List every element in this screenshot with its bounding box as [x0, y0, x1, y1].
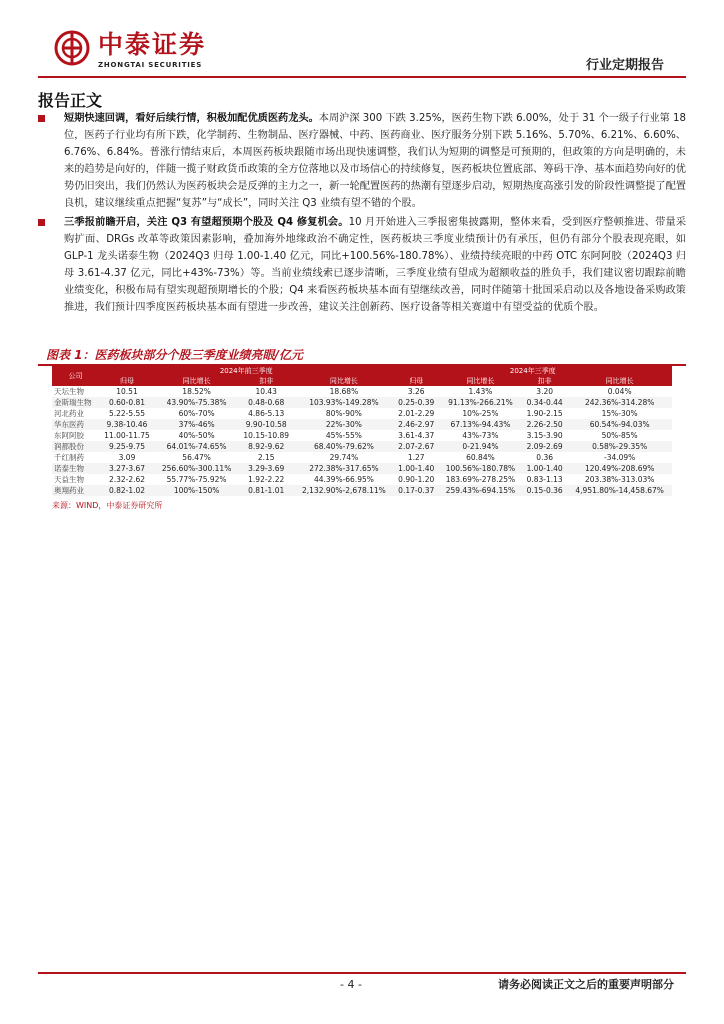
- figure-source: 来源：WIND，中泰证券研究所: [52, 501, 163, 510]
- company-name-cell: 河北药业: [52, 408, 99, 419]
- table-cell: 0.90-1.20: [394, 474, 439, 485]
- table-cell: 80%-90%: [294, 408, 393, 419]
- bullet-body: 本周沪深 300 下跌 3.25%，医药生物下跌 6.00%，处于 31 个一级子行业第 18 位，医药子行业均有所下跌，化学制药、生物制品、医疗器械、中药、医药商业、医疗服务分别下跌 5.16%、5.70%、6.21%、6.60%、6.76%、6.84%。普涨行情结束后，本周医药板块跟随市场出现快速调整，我们认为短期的调整是可预期的，但政策的方向是明确的，未来的趋势是向好的，伴随一揽子财政货币政策的全方位落地以及市场信心的持续修复，医药板块位置底部、筹码干净、基本面趋势向好的优势仍旧突出，我们仍然认为医药板块会是反弹的主力之一，新一轮配置医药的热潮有望逐步启动，短期热度高涨引发的阶段性调整提了配置良机，建议继续重点把握“复苏”与“成长”，同时关注 Q3 业绩有望不错的个股。: [64, 113, 687, 209]
- bullet-paragraph: [64, 214, 686, 316]
- table-cell: 5.22-5.55: [99, 408, 155, 419]
- table-cell: 1.92-2.22: [238, 474, 294, 485]
- table-cell: 29.74%: [294, 452, 393, 463]
- table-cell: 3.15-3.90: [522, 430, 567, 441]
- table-cell: 3.09: [99, 452, 155, 463]
- table-cell: 10.43: [238, 386, 294, 397]
- table-cell: 0.36: [522, 452, 567, 463]
- bullet-paragraph: [64, 110, 686, 212]
- table-cell: 37%-46%: [155, 419, 238, 430]
- table-cell: 120.49%-208.69%: [567, 463, 672, 474]
- bullet-body: 10 月开始进入三季报密集披露期，整体来看，受到医疗整顿推进、带量采购扩面、DRGs 改革等政策因素影响，叠加海外地缘政治不确定性，医药板块三季度业绩预计仍有承压，但仍有部分个股表现亮眼，如 GLP-1 龙头诺泰生物（2024Q3 归母 1.00-1.40 亿元，同比+100.56%-180.78%）、业绩持续亮眼的中药 OTC 东阿阿胶（2024Q3 归母 3.61-4.37 亿元，同比+43%-73%）等。当前业绩线索已逐步清晰，三季度业绩有望成为超额收益的胜负手，我们建议密切跟踪前瞻业绩变化，积极布局有望实现超预期增长的个股；Q4 来看医药板块基本面有望继续改善，同时伴随第十批国采启动以及各地设备采购政策推进，我们预计四季度医药板块基本面有望进一步改善，建议关注创新药、医疗设备等相关赛道中有望受益的优质个股。: [64, 217, 687, 313]
- table-cell: 0.83-1.13: [522, 474, 567, 485]
- table-cell: 10.51: [99, 386, 155, 397]
- table-cell: 0.17-0.37: [394, 485, 439, 496]
- table-sub-header: 扣非: [522, 376, 567, 386]
- table-cell: 0.25-0.39: [394, 397, 439, 408]
- table-cell: 67.13%-94.43%: [439, 419, 522, 430]
- table-cell: 0.48-0.68: [238, 397, 294, 408]
- table-cell: 18.68%: [294, 386, 393, 397]
- table-cell: 11.00-11.75: [99, 430, 155, 441]
- table-cell: 3.29-3.69: [238, 463, 294, 474]
- table-body: [52, 386, 672, 496]
- company-name-cell: 华东医药: [52, 419, 99, 430]
- table-cell: 60.54%-94.03%: [567, 419, 672, 430]
- table-cell: 3.26: [394, 386, 439, 397]
- table-cell: 55.77%-75.92%: [155, 474, 238, 485]
- company-name-cell: 金斯瑞生物: [52, 397, 99, 408]
- bullet-item: [38, 214, 686, 316]
- table-cell: 10%-25%: [439, 408, 522, 419]
- table-cell: 9.38-10.46: [99, 419, 155, 430]
- table-cell: 2.01-2.29: [394, 408, 439, 419]
- company-name-cell: 奥翔药业: [52, 485, 99, 496]
- table-cell: 45%-55%: [294, 430, 393, 441]
- table-cell: 40%-50%: [155, 430, 238, 441]
- table-cell: 1.43%: [439, 386, 522, 397]
- brand-logo: [54, 30, 254, 74]
- company-name-cell: 诺泰生物: [52, 463, 99, 474]
- earnings-table: [52, 366, 672, 496]
- table-row: [52, 397, 672, 408]
- table-cell: 64.01%-74.65%: [155, 441, 238, 452]
- footer-disclaimer: 请务必阅读正文之后的重要声明部分: [498, 978, 674, 991]
- table-row: [52, 485, 672, 496]
- zhongtai-logo-icon: [54, 30, 90, 66]
- section-title: 报告正文: [38, 91, 103, 110]
- figure-title-text: 图表 1：医药板块部分个股三季度业绩亮眼/亿元: [46, 348, 303, 362]
- table-cell: 2.15: [238, 452, 294, 463]
- table-cell: 68.40%-79.62%: [294, 441, 393, 452]
- table-cell: 0.81-1.01: [238, 485, 294, 496]
- table-cell: 203.38%-313.03%: [567, 474, 672, 485]
- bullet-list: [38, 110, 686, 318]
- company-name-cell: 润都股份: [52, 441, 99, 452]
- report-type-label: 行业定期报告: [585, 58, 664, 73]
- table-cell: 10.15-10.89: [238, 430, 294, 441]
- square-bullet-icon: [38, 115, 45, 122]
- table-sub-header-row: [52, 376, 672, 386]
- table-cell: 43.90%-75.38%: [155, 397, 238, 408]
- table-cell: 100.56%-180.78%: [439, 463, 522, 474]
- table-row: [52, 452, 672, 463]
- table-cell: 1.90-2.15: [522, 408, 567, 419]
- table-cell: 2.32-2.62: [99, 474, 155, 485]
- table-sub-header: 扣非: [238, 376, 294, 386]
- figure-title: [38, 344, 686, 366]
- table-cell: 272.38%-317.65%: [294, 463, 393, 474]
- logo-text-en: ZHONGTAI SECURITIES: [98, 61, 203, 69]
- page-header: [0, 0, 724, 90]
- table-cell: 44.39%-66.95%: [294, 474, 393, 485]
- table-sub-header: 同比增长: [567, 376, 672, 386]
- table-header-ytd: 2024年前三季度: [99, 366, 394, 376]
- table-cell: 1.00-1.40: [394, 463, 439, 474]
- table-cell: 242.36%-314.28%: [567, 397, 672, 408]
- table-cell: 43%-73%: [439, 430, 522, 441]
- bullet-lead: 短期快速回调，看好后续行情，积极加配优质医药龙头。: [64, 113, 319, 124]
- table-cell: 60.84%: [439, 452, 522, 463]
- table-cell: 0.15-0.36: [522, 485, 567, 496]
- table-sub-header: 同比增长: [439, 376, 522, 386]
- company-name-cell: 东阿阿胶: [52, 430, 99, 441]
- table-cell: 2.09-2.69: [522, 441, 567, 452]
- table-sub-header: 同比增长: [155, 376, 238, 386]
- table-row: [52, 386, 672, 397]
- table-cell: 0-21.94%: [439, 441, 522, 452]
- table-cell: 3.27-3.67: [99, 463, 155, 474]
- table-cell: 9.90-10.58: [238, 419, 294, 430]
- table-cell: 2.46-2.97: [394, 419, 439, 430]
- table-sub-header: 归母: [99, 376, 155, 386]
- table-group-header-row: [52, 366, 672, 376]
- table-row: [52, 474, 672, 485]
- footer-divider: [38, 972, 686, 974]
- table-cell: 0.60-0.81: [99, 397, 155, 408]
- bullet-lead: 三季报前瞻开启，关注 Q3 有望超预期个股及 Q4 修复机会。: [64, 217, 349, 228]
- page-number: - 4 -: [340, 978, 362, 991]
- table-cell: 0.34-0.44: [522, 397, 567, 408]
- table-cell: 2.07-2.67: [394, 441, 439, 452]
- table-row: [52, 408, 672, 419]
- table-cell: 3.61-4.37: [394, 430, 439, 441]
- table-cell: 4,951.80%-14,458.67%: [567, 485, 672, 496]
- table-cell: 18.52%: [155, 386, 238, 397]
- table-row: [52, 463, 672, 474]
- table-cell: 0.82-1.02: [99, 485, 155, 496]
- table-cell: 0.58%-29.35%: [567, 441, 672, 452]
- table-row: [52, 430, 672, 441]
- table-header-q3: 2024年三季度: [394, 366, 672, 376]
- table-cell: 2,132.90%-2,678.11%: [294, 485, 393, 496]
- table-cell: 2.26-2.50: [522, 419, 567, 430]
- square-bullet-icon: [38, 219, 45, 226]
- table-cell: 4.86-5.13: [238, 408, 294, 419]
- table-header-company: 公司: [52, 366, 99, 386]
- bullet-item: [38, 110, 686, 212]
- table-sub-header: 归母: [394, 376, 439, 386]
- table-cell: 50%-85%: [567, 430, 672, 441]
- table-cell: 259.43%-694.15%: [439, 485, 522, 496]
- table-cell: 15%-30%: [567, 408, 672, 419]
- logo-text-cn: 中泰证券: [98, 30, 207, 59]
- table-cell: 9.25-9.75: [99, 441, 155, 452]
- header-divider: [38, 76, 686, 78]
- company-name-cell: 天益生物: [52, 474, 99, 485]
- table-cell: 0.04%: [567, 386, 672, 397]
- table-cell: 100%-150%: [155, 485, 238, 496]
- table-cell: 183.69%-278.25%: [439, 474, 522, 485]
- company-name-cell: 天坛生物: [52, 386, 99, 397]
- company-name-cell: 千红制药: [52, 452, 99, 463]
- table-cell: 256.60%-300.11%: [155, 463, 238, 474]
- table-row: [52, 419, 672, 430]
- table-cell: 60%-70%: [155, 408, 238, 419]
- table-cell: 8.92-9.62: [238, 441, 294, 452]
- table-row: [52, 441, 672, 452]
- table-cell: 56.47%: [155, 452, 238, 463]
- table-cell: 22%-30%: [294, 419, 393, 430]
- table-sub-header: 同比增长: [294, 376, 393, 386]
- table-cell: 103.93%-149.28%: [294, 397, 393, 408]
- table-cell: -34.09%: [567, 452, 672, 463]
- table-cell: 3.20: [522, 386, 567, 397]
- table-cell: 1.00-1.40: [522, 463, 567, 474]
- table-cell: 1.27: [394, 452, 439, 463]
- table-cell: 91.13%-266.21%: [439, 397, 522, 408]
